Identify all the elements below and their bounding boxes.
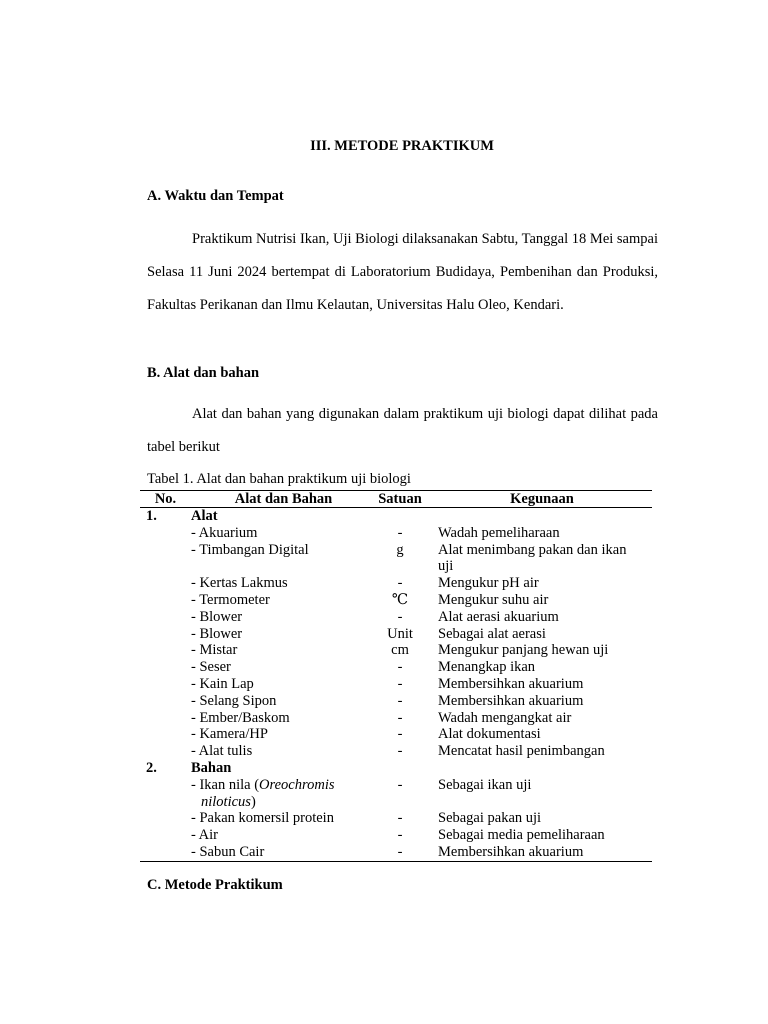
row-number-empty bbox=[140, 659, 191, 676]
row-use-line1: Wadah pemeliharaan bbox=[438, 524, 560, 541]
group-label: Alat bbox=[191, 508, 218, 524]
row-unit: - bbox=[397, 743, 403, 760]
row-use-line1: Membersihkan akuarium bbox=[438, 692, 584, 709]
row-use-line1: Mengukur pH air bbox=[438, 575, 539, 592]
row-unit: - bbox=[397, 810, 403, 827]
row-use-line1: Menangkap ikan bbox=[438, 659, 536, 676]
row-item: - Kain Lap bbox=[191, 675, 254, 692]
row-use-line1: Membersihkan akuarium bbox=[438, 843, 584, 860]
row-item: - Kertas Lakmus bbox=[191, 575, 288, 592]
group-unit-empty bbox=[376, 760, 424, 777]
table-row bbox=[140, 693, 652, 710]
row-use-line1: Wadah mengangkat air bbox=[438, 709, 572, 726]
section-b-heading: B. Alat dan bahan bbox=[147, 365, 260, 381]
row-number-empty bbox=[140, 743, 191, 760]
row-use bbox=[424, 710, 646, 727]
section-b-text: Alat dan bahan yang digunakan dalam praktikum uji biologi dapat dilihat pada tabel berikut bbox=[147, 406, 658, 455]
row-use bbox=[424, 626, 646, 643]
table-body bbox=[140, 508, 652, 861]
header-item: Alat dan Bahan bbox=[234, 491, 333, 507]
row-use-line1: Sebagai ikan uji bbox=[438, 776, 532, 793]
section-c-heading: C. Metode Praktikum bbox=[147, 877, 283, 893]
row-use bbox=[424, 810, 646, 827]
table-row bbox=[140, 777, 652, 811]
section-a-heading: A. Waktu dan Tempat bbox=[147, 188, 284, 204]
table-row bbox=[140, 810, 652, 827]
row-use bbox=[424, 609, 646, 626]
row-number-empty bbox=[140, 542, 191, 576]
row-number-empty bbox=[140, 726, 191, 743]
row-number-empty bbox=[140, 626, 191, 643]
table-row bbox=[140, 525, 652, 542]
row-use bbox=[424, 693, 646, 710]
table-row bbox=[140, 827, 652, 844]
row-item: - Kamera/HP bbox=[191, 726, 268, 743]
row-number-empty bbox=[140, 777, 191, 811]
header-use: Kegunaan bbox=[510, 491, 574, 507]
row-item: - Termometer bbox=[191, 591, 270, 608]
row-use bbox=[424, 592, 646, 609]
table-header-row bbox=[140, 491, 652, 508]
row-number-empty bbox=[140, 710, 191, 727]
row-number-empty bbox=[140, 575, 191, 592]
header-no: No. bbox=[154, 491, 177, 507]
table-row bbox=[140, 844, 652, 861]
row-unit: Unit bbox=[387, 625, 413, 642]
row-unit: - bbox=[397, 692, 403, 709]
row-use bbox=[424, 642, 646, 659]
table-caption: Tabel 1. Alat dan bahan praktikum uji biologi bbox=[147, 471, 411, 487]
row-unit: - bbox=[397, 843, 403, 860]
row-item-species-genus: Oreochromis bbox=[259, 776, 335, 793]
row-item bbox=[191, 777, 376, 811]
row-unit: - bbox=[397, 608, 403, 625]
row-use bbox=[424, 676, 646, 693]
row-use bbox=[424, 743, 646, 760]
row-item: - Ember/Baskom bbox=[191, 709, 290, 726]
row-use-line1: Mengukur panjang hewan uji bbox=[438, 642, 609, 659]
row-number-empty bbox=[140, 676, 191, 693]
group-use-empty bbox=[424, 508, 646, 525]
row-number-empty bbox=[140, 844, 191, 861]
group-number: 2. bbox=[146, 759, 157, 776]
table-group-row bbox=[140, 760, 652, 777]
row-item-line1: - Ikan nila (Oreochromis bbox=[191, 776, 335, 793]
row-unit: - bbox=[397, 659, 403, 676]
table-row bbox=[140, 642, 652, 659]
table-row bbox=[140, 542, 652, 576]
table-row bbox=[140, 726, 652, 743]
row-item: - Timbangan Digital bbox=[191, 541, 309, 558]
row-item-line2: niloticus) bbox=[201, 793, 256, 810]
row-number-empty bbox=[140, 592, 191, 609]
row-number-empty bbox=[140, 810, 191, 827]
row-use bbox=[424, 844, 646, 861]
row-use-line1: Mencatat hasil penimbangan bbox=[438, 743, 605, 760]
table-row bbox=[140, 710, 652, 727]
row-number-empty bbox=[140, 525, 191, 542]
row-unit: - bbox=[397, 776, 403, 793]
row-use-line1: Sebagai pakan uji bbox=[438, 810, 542, 827]
row-use bbox=[424, 827, 646, 844]
row-unit: g bbox=[396, 541, 404, 558]
row-item: - Blower bbox=[191, 608, 243, 625]
row-unit: - bbox=[397, 827, 403, 844]
row-number-empty bbox=[140, 693, 191, 710]
row-item-species-name: niloticus bbox=[201, 793, 251, 810]
row-item: - Selang Sipon bbox=[191, 692, 277, 709]
row-use bbox=[424, 659, 646, 676]
row-item: - Sabun Cair bbox=[191, 843, 265, 860]
section-a-text: Praktikum Nutrisi Ikan, Uji Biologi dilaksanakan Sabtu, Tanggal 18 Mei sampai Selasa 11 Juni 2024 bertempat di Laboratorium Budidaya, Pembenihan dan Produksi, Fakultas Perikanan dan Ilmu Kelautan, Universitas Halu Oleo, Kendari. bbox=[147, 231, 658, 313]
row-use-line2: uji bbox=[438, 558, 454, 575]
materials-table bbox=[140, 490, 652, 862]
row-use-line1: Sebagai alat aerasi bbox=[438, 625, 546, 642]
row-number-empty bbox=[140, 827, 191, 844]
row-item: - Blower bbox=[191, 625, 243, 642]
row-unit: ℃ bbox=[391, 591, 409, 608]
group-use-empty bbox=[424, 760, 646, 777]
table-row bbox=[140, 626, 652, 643]
row-use-line1: Mengukur suhu air bbox=[438, 591, 549, 608]
row-unit: - bbox=[397, 726, 403, 743]
header-unit: Satuan bbox=[378, 491, 422, 507]
row-use bbox=[424, 575, 646, 592]
row-item: - Air bbox=[191, 827, 218, 844]
row-item: - Akuarium bbox=[191, 524, 258, 541]
row-item: - Mistar bbox=[191, 642, 238, 659]
row-unit: - bbox=[397, 575, 403, 592]
chapter-title: III. METODE PRAKTIKUM bbox=[310, 138, 494, 154]
row-use bbox=[424, 525, 646, 542]
row-item: - Seser bbox=[191, 659, 231, 676]
row-use bbox=[424, 777, 646, 811]
row-number-empty bbox=[140, 609, 191, 626]
group-label: Bahan bbox=[191, 759, 232, 776]
row-item: - Alat tulis bbox=[191, 743, 253, 760]
row-use-line1: Alat dokumentasi bbox=[438, 726, 541, 743]
table-row bbox=[140, 676, 652, 693]
row-use-line1: Membersihkan akuarium bbox=[438, 675, 584, 692]
group-unit-empty bbox=[376, 508, 424, 525]
table-row bbox=[140, 743, 652, 760]
table-row bbox=[140, 659, 652, 676]
row-use bbox=[424, 542, 646, 576]
row-use-line1: Sebagai media pemeliharaan bbox=[438, 827, 605, 844]
row-use-line1: Alat aerasi akuarium bbox=[438, 608, 559, 625]
group-number: 1. bbox=[146, 508, 157, 524]
row-use bbox=[424, 726, 646, 743]
row-unit: - bbox=[397, 709, 403, 726]
table-row bbox=[140, 609, 652, 626]
row-unit: cm bbox=[391, 642, 409, 659]
section-a-paragraph bbox=[147, 223, 658, 322]
row-unit: - bbox=[397, 524, 403, 541]
table-row bbox=[140, 575, 652, 592]
row-item: - Pakan komersil protein bbox=[191, 810, 334, 827]
section-b-paragraph bbox=[147, 398, 658, 464]
table-group-row bbox=[140, 508, 652, 525]
table-row bbox=[140, 592, 652, 609]
row-use-line1: Alat menimbang pakan dan ikan bbox=[438, 541, 627, 558]
row-number-empty bbox=[140, 642, 191, 659]
row-unit: - bbox=[397, 675, 403, 692]
